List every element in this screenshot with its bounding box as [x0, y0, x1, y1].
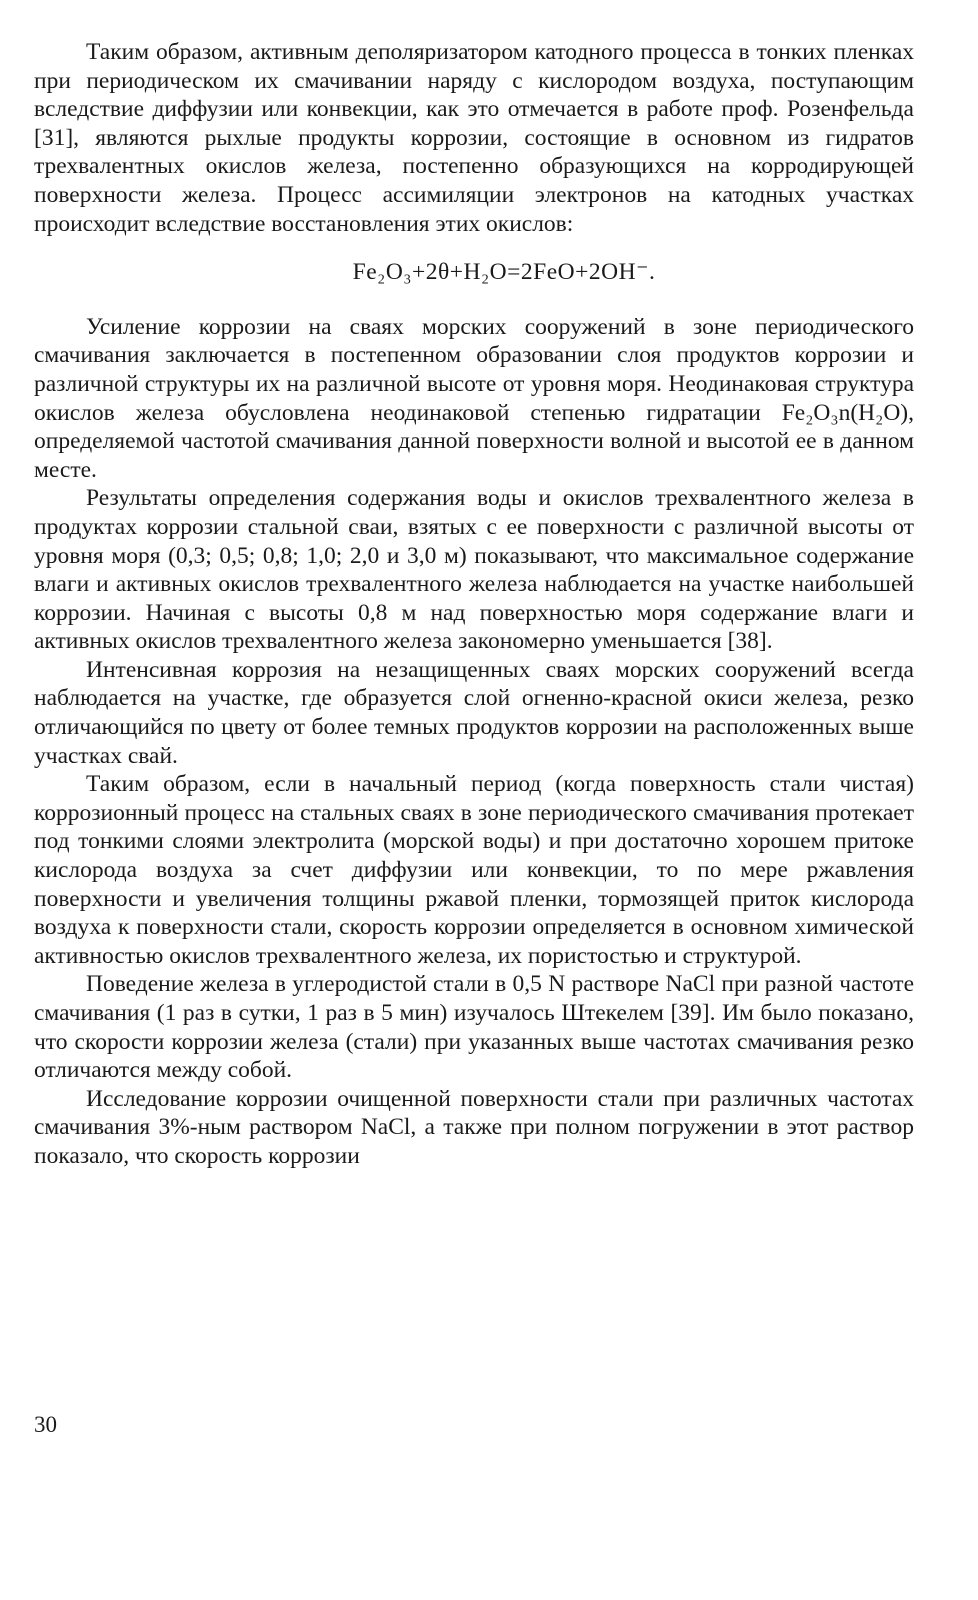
paragraph-corrosion-intensification: Усиление коррозии на сваях морских сооружений в зоне периодического смачивания заключается в постепенном образовании слоя продуктов коррозии и различной структуры их на различной высоте от уровня моря. Неодинаковая структура окислов железа обусловлена неодинаковой степенью гидратации Fe₂O₃n(H₂O), определяемой частотой смачивания данной поверхности волной и высотой ее в данном месте. — [34, 313, 914, 483]
paragraph-conclusion: Таким образом, если в начальный период (когда поверхность стали чистая) коррозионный процесс на стальных сваях в зоне периодического смачивания протекает под тонкими слоями электролита (морской воды) и при достаточно хорошем притоке кислорода воздуха за счет диффузии или конвекции, то по мере ржавления поверхности и увеличения толщины ржавой пленки, тормозящей приток кислорода воздуха к поверхности стали, скорость коррозии определяется в основном химической активностью окислов трехвалентного железа, их пористостью и структурой. — [34, 771, 914, 969]
paragraph-cleaned-surface-study: Исследование коррозии очищенной поверхности стали при различных частотах смачивания 3%-ным раствором NaCl, а также при полном погружении в этот раствор показало, что скорость коррозии — [34, 1085, 914, 1169]
paragraph-intensive-corrosion: Интенсивная коррозия на незащищенных сваях морских сооружений всегда наблюдается на участке, где образуется слой огненно-красной окиси железа, резко отличающийся по цвету от более темных продуктов коррозии на расположенных выше участках свай. — [34, 656, 914, 769]
chemical-equation: Fe₂O₃+2θ+H₂O=2FeO+2OH⁻. — [352, 259, 656, 286]
page-number: 30 — [34, 1412, 57, 1437]
paragraph-water-content-results: Результаты определения содержания воды и окислов трехвалентного железа в продуктах коррозии стальной сваи, взятых с ее поверхности с различной высоты от уровня моря (0,3; 0,5; 0,8; 1,0; 2,0 и 3,0 м) показывают, что максимальное содержание влаги и активных окислов трехвалентного железа наблюдается на участке наибольшей коррозии. Начиная с высоты 0,8 м над поверхностью моря содержание влаги и активных окислов трехвалентного железа закономерно уменьшается [38]. — [34, 485, 914, 655]
paragraph-cathodic-depolarizer: Таким образом, активным деполяризатором катодного процесса в тонких пленках при периодическом их смачивании наряду с кислородом воздуха, поступающим вследствие диффузии или конвекции, как это отмечается в работе проф. Розенфельда [31], являются рыхлые продукты коррозии, состоящие в основном из гидратов трехвалентных окислов железа, постепенно образующихся на корродирующей поверхности железа. Процесс ассимиляции электронов на катодных участках происходит вследствие восстановления этих окислов: — [34, 39, 914, 237]
page-body — [34, 38, 914, 1171]
paragraph-iron-behavior: Поведение железа в углеродистой стали в 0,5 N растворе NaCl при разной частоте смачивания (1 раз в сутки, 1 раз в 5 мин) изучалось Штекелем [39]. Им было показано, что скорости коррозии железа (стали) при указанных выше частотах смачивания резко отличаются между собой. — [34, 971, 914, 1084]
